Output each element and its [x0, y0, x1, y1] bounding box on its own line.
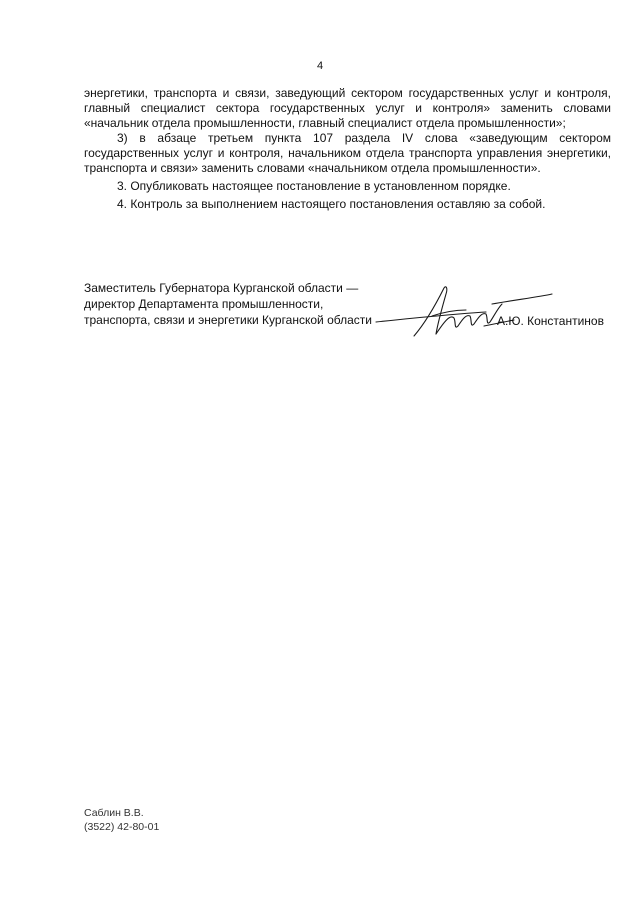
paragraph-item-3: 3. Опубликовать настоящее постановление в установленном порядке.	[117, 179, 511, 193]
signer-title-line: директор Департамента промышленности,	[84, 297, 324, 311]
paragraph-continuation: энергетики, транспорта и связи, заведующий сектором государственных услуг и контроля, главный специалист сектора государственных услуг и контроля» заменить словами «начальник отдела промышленности, главный специалист отдела промышленности»;	[84, 86, 611, 130]
paragraph-subitem-3: 3) в абзаце третьем пункта 107 раздела IV слова «заведующим сектором государственных услуг и контроля, начальником отдела транспорта управления энергетики, транспорта и связи» заменить словами «начальником отдела промышленности».	[84, 131, 611, 175]
signature-block	[84, 280, 624, 350]
footer-phone: (3522) 42-80-01	[84, 821, 160, 833]
signer-title-line: транспорта, связи и энергетики Курганской области	[84, 313, 372, 327]
signer-title-line: Заместитель Губернатора Курганской области —	[84, 281, 359, 295]
page-number: 4	[316, 60, 324, 72]
footer-contact	[84, 806, 159, 834]
signer-name: А.Ю. Константинов	[497, 314, 604, 328]
paragraph-item-4: 4. Контроль за выполнением настоящего постановления оставляю за собой.	[117, 197, 546, 211]
document-body	[84, 86, 611, 212]
footer-author: Саблин В.В.	[84, 807, 144, 819]
handwritten-signature	[374, 282, 554, 342]
